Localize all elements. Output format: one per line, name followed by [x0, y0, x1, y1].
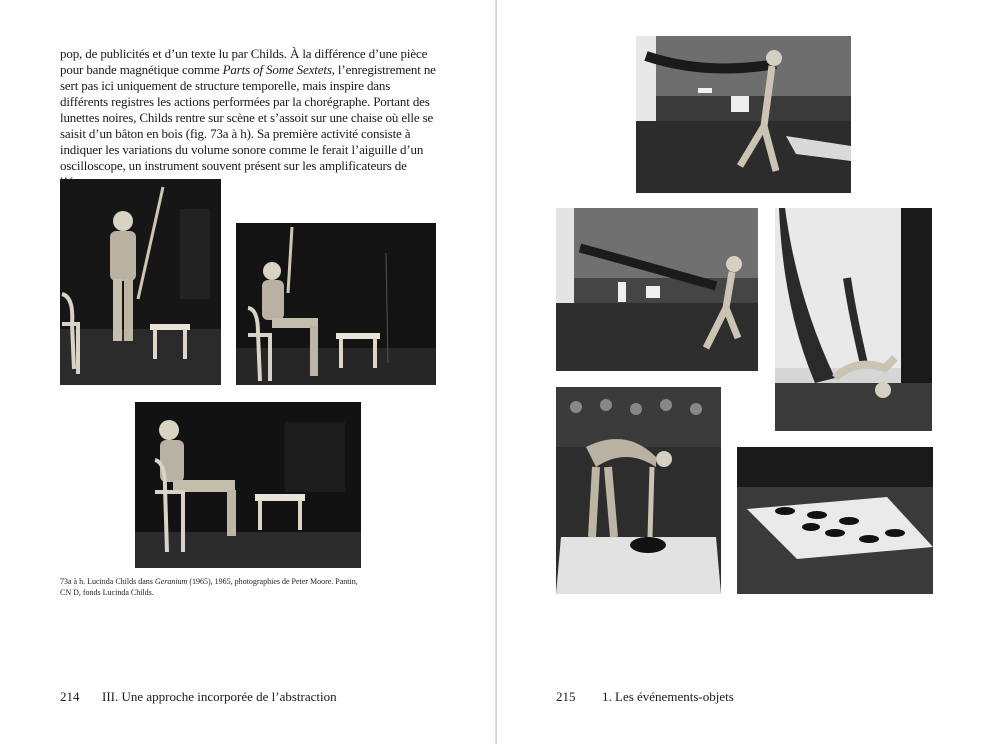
photo-seated-arm-raised [236, 223, 436, 385]
photo-rope-pull [636, 36, 851, 193]
photo-seated-profile [135, 402, 361, 568]
page-number-right: 215 [556, 689, 576, 704]
caption-suffix: (1965), 1965, photographies de Peter Moore. Pantin, CN D, fonds Lucinda Childs. [60, 577, 358, 597]
right-page [497, 0, 992, 744]
running-head-right: 1. Les événements-objets [602, 689, 734, 704]
paragraph-text-start: pop, de publicités et d’un texte lu par Childs. À la différence d’une pièce pour bande magnétique comme [60, 46, 428, 77]
photo-canvas-floor [737, 447, 933, 594]
figure-caption [60, 576, 360, 598]
page-number-left: 214 [60, 689, 80, 704]
work-title: Parts of Some Sextets [222, 62, 332, 77]
caption-title: Geranium [154, 577, 188, 586]
photo-lean-hammock [556, 208, 758, 371]
left-page [0, 0, 495, 744]
body-paragraph [60, 46, 440, 190]
caption-prefix: 73a à h. Lucinda Childs dans [60, 577, 155, 586]
paragraph-text-end: , l’enregistrement ne sert pas ici uniquement de structure temporelle, mais inspire dans différents registres les actions performées par la chorégraphe. Portant des lunettes noires, Childs rentre sur scène et s’assoit sur une chaise où elle se saisit d’un bâton en bois (fig. 73a à h). Sa première activité consiste à indiquer les variations du volume sonore comme le ferait l’aiguille d’un oscilloscope, un instrument souvent présent sur les amplificateurs de [60, 62, 436, 173]
photo-standing-stick [60, 179, 221, 385]
photo-bent-canvas [556, 387, 721, 594]
photo-hammock-hang [775, 208, 932, 431]
running-head-left: III. Une approche incorporée de l’abstraction [102, 689, 337, 704]
